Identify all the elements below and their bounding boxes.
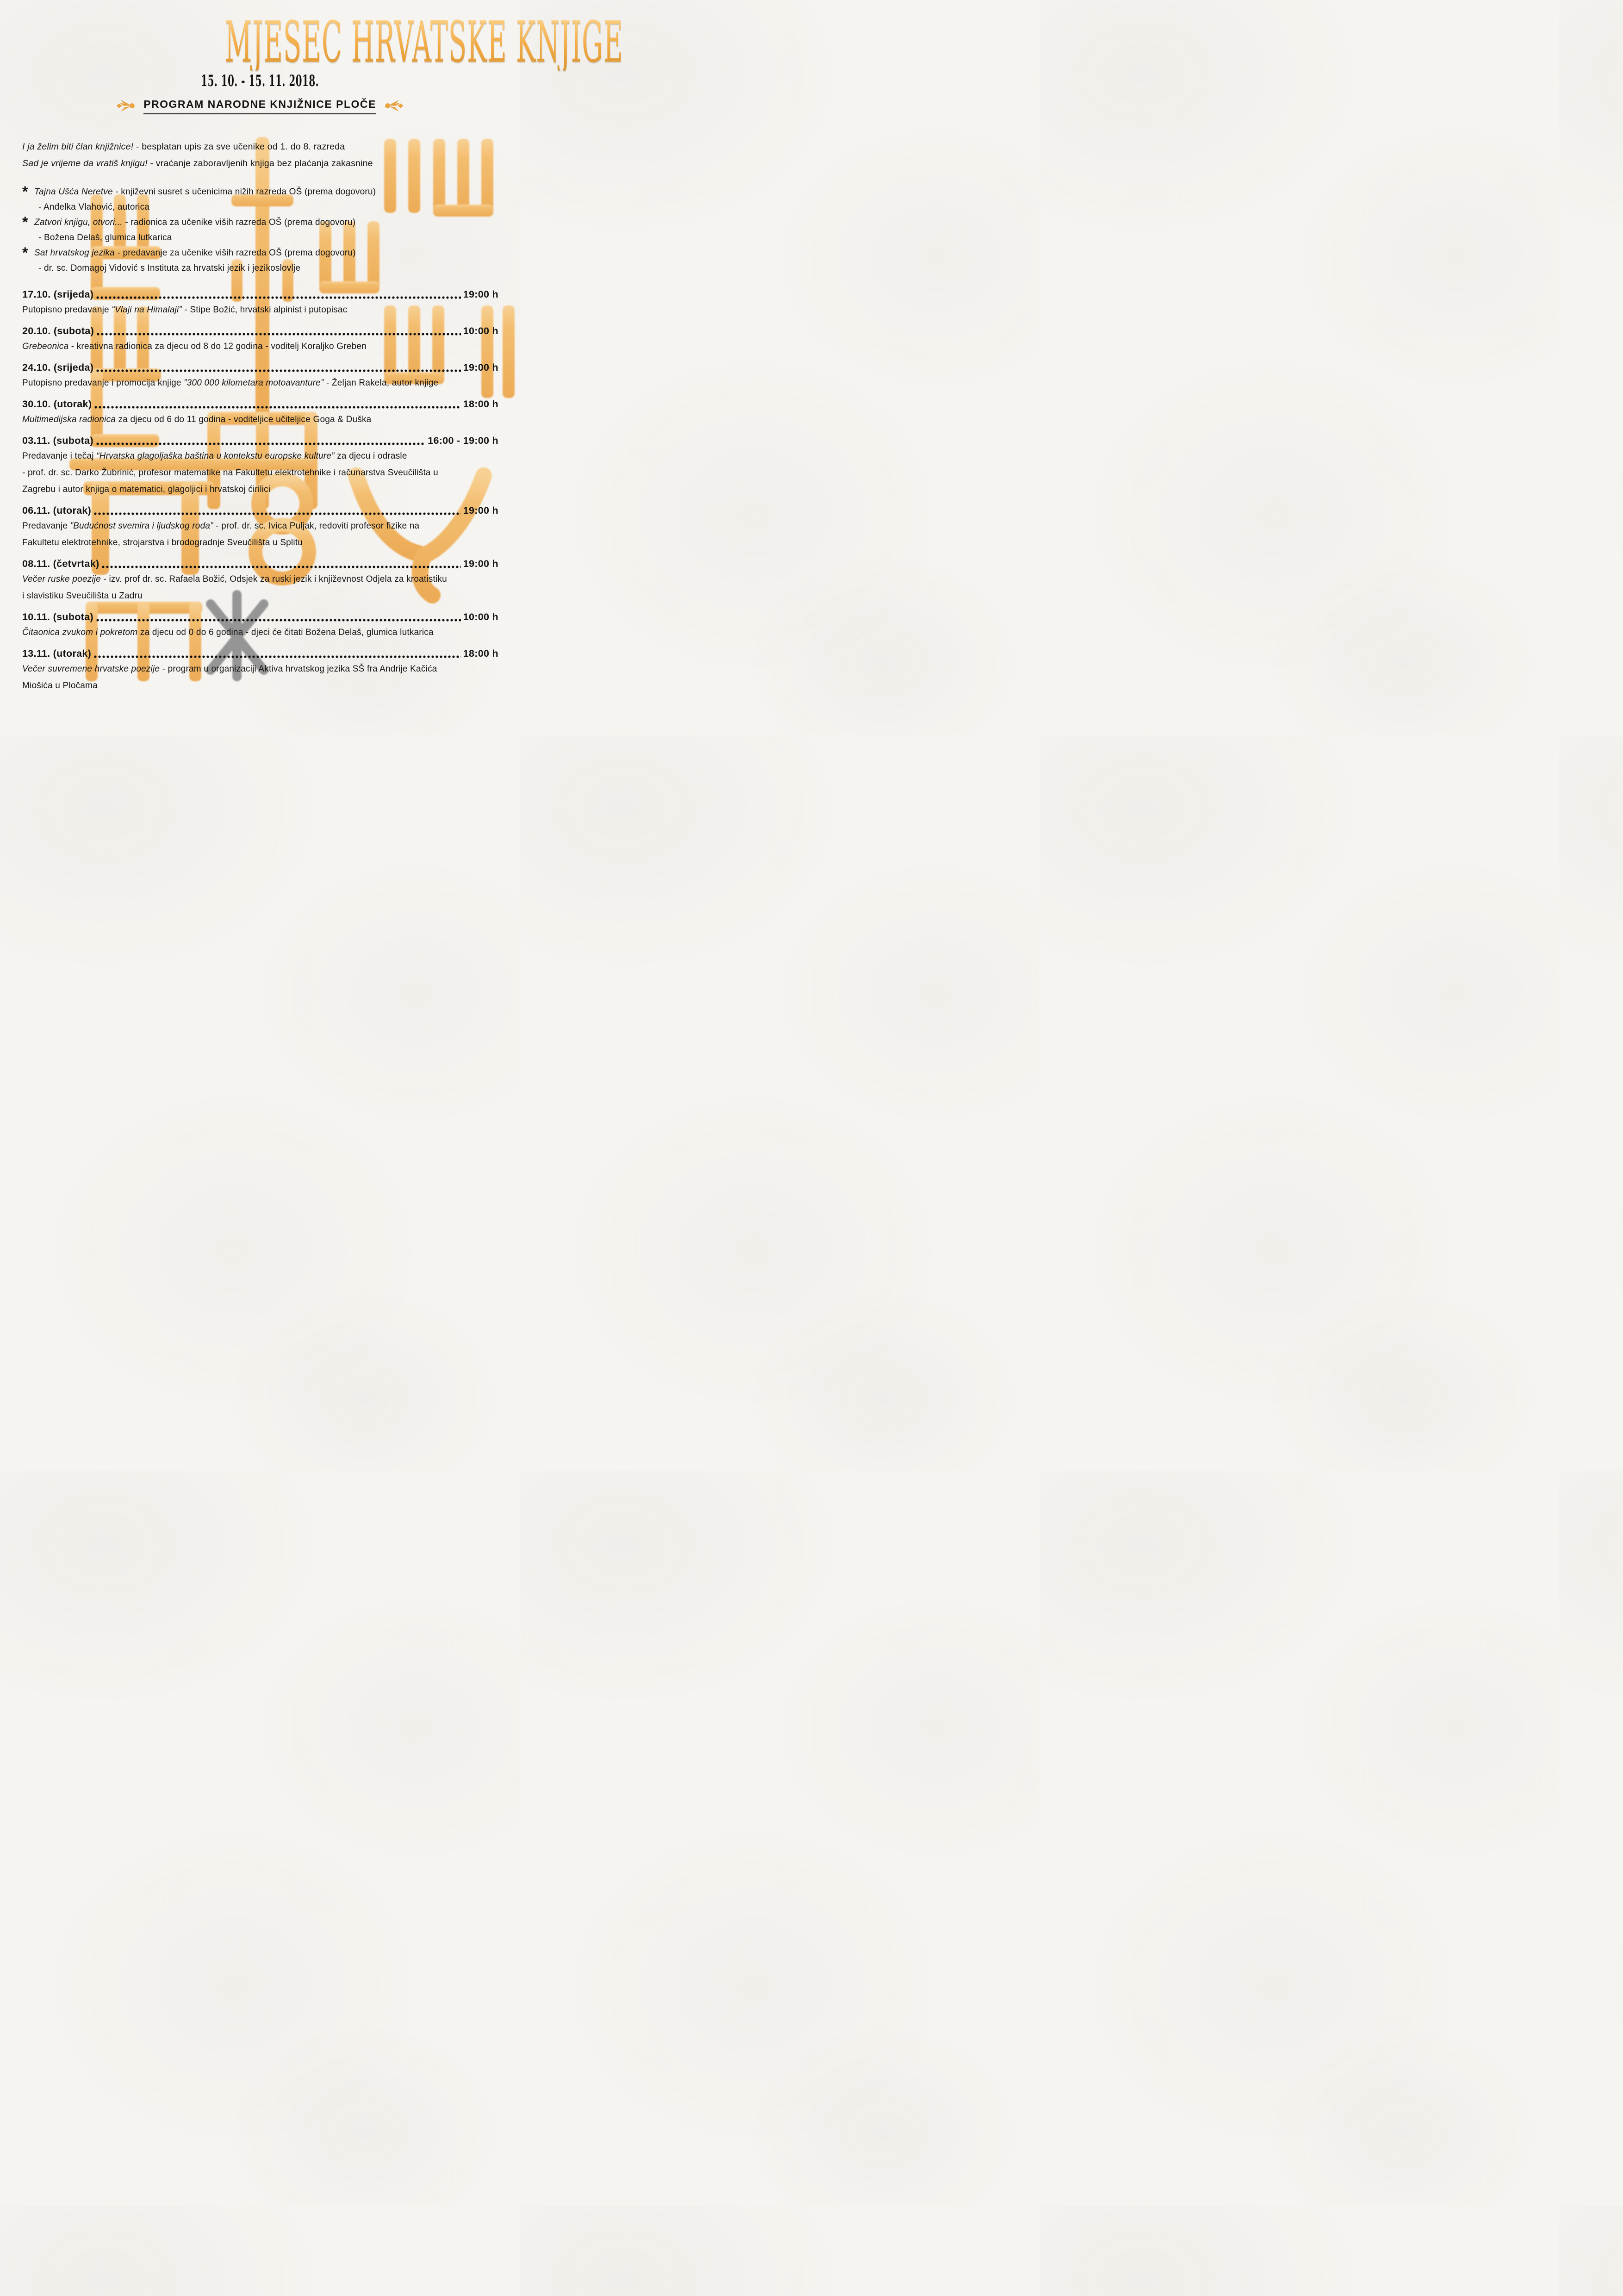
schedule-entry (22, 557, 498, 604)
plain-text: Fakultetu elektrotehnike, strojarstva i brodogradnje Sveučilišta u Splitu (22, 538, 303, 548)
entry-date: 10.11. (subota) (22, 611, 93, 622)
plain-text: Putopisno predavanje (22, 305, 112, 315)
entry-head (22, 324, 498, 337)
entry-head (22, 398, 498, 411)
entry-desc-line (22, 465, 498, 480)
plain-text: za djecu i odrasle (334, 451, 407, 461)
intro-line (22, 155, 501, 172)
emphasized-text: “Vlaji na Himalaji” (112, 305, 182, 315)
bullet-title-line (34, 184, 501, 199)
schedule-entry (22, 288, 498, 317)
bullet-presenter-line: - Božena Delaš, glumica lutkarica (38, 233, 172, 243)
entry-date: 20.10. (subota) (22, 325, 94, 336)
plain-text: Zagrebu i autor knjiga o matematici, glagoljici i hrvatskoj ćirilici (22, 485, 271, 494)
dotted-leader (96, 290, 461, 301)
entry-time: 10:00 h (463, 611, 498, 622)
bullet-title-line (34, 215, 501, 230)
entry-desc-line (22, 588, 498, 604)
dotted-leader (96, 326, 461, 337)
entry-date: 24.10. (srijeda) (22, 362, 94, 373)
entry-time: 19:00 h (463, 505, 498, 516)
plain-text: - vraćanje zaboravljenih knjiga bez plaćanja zakasnine (147, 158, 373, 168)
entry-head (22, 434, 498, 447)
entry-desc-line (22, 572, 498, 587)
plain-text: - program u organizaciji Aktiva hrvatskog jezika SŠ fra Andrije Kačića (160, 664, 437, 674)
bullet-presenter-line: - dr. sc. Domagoj Vidović s Instituta za hrvatski jezik i jezikoslovlje (38, 263, 301, 273)
date-range: 15. 10. - 15. 11. 2018. (201, 72, 319, 90)
masthead (0, 9, 623, 114)
entry-desc-line (22, 661, 498, 677)
plain-text: i slavistiku Sveučilišta u Zadru (22, 591, 143, 601)
entry-desc-line (22, 302, 498, 317)
entry-desc-line (22, 535, 498, 550)
asterisk-bullet-icon: * (22, 183, 28, 200)
entry-head (22, 288, 498, 301)
dotted-leader (101, 559, 460, 570)
plain-text: - besplatan upis za sve učenike od 1. do 8. razreda (133, 142, 345, 152)
emphasized-text: I ja želim biti član knjižnice! (22, 142, 134, 152)
entry-head (22, 361, 498, 374)
plain-text: Putopisno predavanje i promocija knjige (22, 378, 184, 388)
entry-desc-line (22, 339, 498, 354)
poster-page (0, 0, 623, 735)
bullet-lines (34, 245, 501, 276)
entry-date: 06.11. (utorak) (22, 505, 92, 516)
entry-time: 16:00 - 19:00 h (428, 435, 498, 446)
dotted-leader (93, 649, 461, 660)
schedule-entry (22, 398, 498, 427)
emphasized-text: ”300 000 kilometara motoavanture” (184, 378, 324, 388)
plain-text: - kreativna radionica za djecu od 8 do 12 godina - voditelj Koraljko Greben (68, 342, 367, 351)
plain-text: - radionica za učenike viših razreda OŠ (prema dogovoru) (122, 218, 356, 227)
entry-desc-line (22, 518, 498, 534)
bullet-item (22, 245, 501, 276)
entry-date: 03.11. (subota) (22, 435, 93, 446)
asterisk-bullet-icon: * (22, 214, 28, 230)
entry-desc-line (22, 678, 498, 693)
bullet-lines (34, 215, 501, 245)
emphasized-text: Grebeonica (22, 342, 69, 351)
fleuron-right-icon (385, 100, 404, 112)
entry-time: 19:00 h (463, 362, 498, 373)
emphasized-text: Sat hrvatskog jezika (34, 248, 115, 258)
asterisk-bullet-icon: * (22, 244, 28, 261)
plain-text: za djecu od 0 do 6 godina - djeci će čitati Božena Delaš, glumica lutkarica (137, 628, 434, 637)
school-program-bullets (22, 184, 501, 276)
plain-text: Predavanje i tečaj (22, 451, 97, 461)
entry-head (22, 557, 498, 570)
schedule-entry (22, 610, 498, 640)
emphasized-text: ”Budućnost svemira i ljudskog roda” (70, 521, 213, 531)
page-title: MJESEC HRVATSKE KNJIGE (224, 9, 623, 75)
entry-desc-line (22, 448, 498, 464)
bullet-presenter-line: - Anđelka Vlahović, autorica (38, 202, 150, 212)
event-schedule (22, 288, 498, 693)
bullet-lines (34, 184, 501, 215)
schedule-entry (22, 504, 498, 550)
dotted-leader (93, 506, 461, 517)
entry-desc-line (22, 482, 498, 497)
schedule-entry (22, 434, 498, 497)
entry-date: 30.10. (utorak) (22, 398, 92, 410)
entry-head (22, 504, 498, 517)
emphasized-text: Tajna Ušća Neretve (34, 187, 113, 197)
emphasized-text: Večer suvremene hrvatske poezije (22, 664, 160, 674)
bullet-item (22, 215, 501, 245)
plain-text: - prof. dr. sc. Ivica Puljak, redoviti profesor fizike na (213, 521, 420, 531)
plain-text: - Željan Rakela, autor knjige (323, 378, 439, 388)
plain-text: Miošića u Pločama (22, 681, 98, 691)
bullet-item (22, 184, 501, 215)
entry-date: 13.11. (utorak) (22, 648, 92, 659)
emphasized-text: Multimedijska radionica (22, 415, 116, 424)
dotted-leader (96, 436, 425, 447)
intro-line (22, 138, 501, 155)
emphasized-text: “Hrvatska glagoljaška baština u kontekstu europske kulture” (96, 451, 335, 461)
dotted-leader (94, 399, 461, 411)
entry-desc-line (22, 375, 498, 391)
plain-text: za djecu od 6 do 11 godina - voditeljice učiteljice Goga & Duška (116, 415, 372, 424)
fleuron-left-icon (116, 100, 135, 112)
plain-text: - Stipe Božić, hrvatski alpinist i putopisac (181, 305, 348, 315)
emphasized-text: Zatvori knjigu, otvori... (34, 218, 123, 227)
plain-text: Predavanje (22, 521, 70, 531)
entry-desc-line (22, 412, 498, 427)
emphasized-text: Večer ruske poezije (22, 574, 101, 584)
entry-time: 18:00 h (463, 398, 498, 410)
dotted-leader (96, 363, 461, 374)
entry-head (22, 610, 498, 623)
emphasized-text: Sad je vrijeme da vratiš knjigu! (22, 158, 148, 168)
schedule-entry (22, 647, 498, 693)
entry-date: 17.10. (srijeda) (22, 289, 94, 300)
dotted-leader (96, 612, 461, 623)
entry-time: 19:00 h (463, 558, 498, 569)
schedule-entry (22, 324, 498, 354)
entry-head (22, 647, 498, 660)
entry-time: 10:00 h (463, 325, 498, 336)
plain-text: - književni susret s učenicima nižih razreda OŠ (prema dogovoru) (112, 187, 376, 197)
bullet-title-line (34, 245, 501, 261)
emphasized-text: Čitaonica zvukom i pokretom (22, 628, 138, 637)
entry-date: 08.11. (četvrtak) (22, 558, 99, 569)
entry-desc-line (22, 625, 498, 640)
plain-text: - predavanje za učenike viših razreda OŠ (prema dogovoru) (115, 248, 356, 258)
entry-time: 18:00 h (463, 648, 498, 659)
program-subtitle: PROGRAM NARODNE KNJIŽNICE PLOČE (143, 97, 376, 114)
plain-text: - prof. dr. sc. Darko Žubrinić, profesor matematike na Fakultetu elektrotehnike i računarstva Sveučilišta u (22, 468, 438, 478)
schedule-entry (22, 361, 498, 391)
entry-time: 19:00 h (463, 289, 498, 300)
intro-section (22, 138, 501, 172)
plain-text: - izv. prof dr. sc. Rafaela Božić, Odsjek za ruski jezik i književnost Odjela za kroatistiku (100, 574, 447, 584)
